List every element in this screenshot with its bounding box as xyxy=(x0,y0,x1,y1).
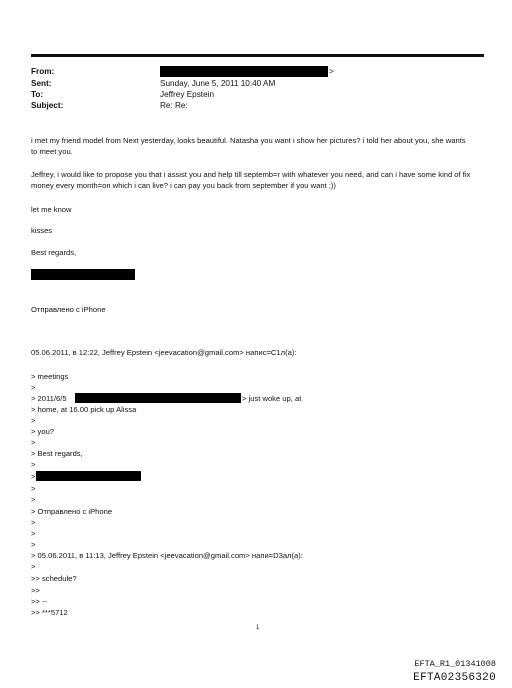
document-id-large: EFTA02356320 xyxy=(413,672,496,684)
quoted-line: > xyxy=(31,540,36,549)
quoted-line: > xyxy=(31,460,36,469)
quoted-line: > xyxy=(31,518,36,527)
page-number: 1 xyxy=(256,625,260,631)
quoted-line: > you? xyxy=(31,427,55,436)
quoted-line: > Отправлено с iPhone xyxy=(31,507,113,516)
sent-label: Sent: xyxy=(31,79,52,88)
quoted-line: >> schedule? xyxy=(31,574,77,583)
quoted-line: > 2011/6/5 xyxy=(31,394,67,403)
quoted-line: > xyxy=(31,484,36,493)
quoted-line: > home, at 16.00 pick up Alissa xyxy=(31,405,137,414)
quoted-line: > Best regards, xyxy=(31,449,83,458)
document-id-small: EFTA_R1_01341008 xyxy=(414,659,496,669)
sent-from-line: Отправлено с iPhone xyxy=(31,305,106,314)
quoted-line: > xyxy=(31,529,36,538)
quoted-line: > xyxy=(31,495,36,504)
redaction-quoted-email xyxy=(75,393,241,403)
header-rule xyxy=(31,54,484,57)
quoted-line: > 05.06.2011, в 11:13, Jeffrey Epstein <jeevacation@gmail.com> напи=D3ал(а): xyxy=(31,551,303,560)
to-label: To: xyxy=(31,90,44,99)
quoted-line: >> -- xyxy=(31,597,48,606)
quoted-line: > xyxy=(31,438,36,447)
subject-value: Re: Re: xyxy=(160,101,188,110)
quoted-line: >> ***5712 xyxy=(31,608,68,617)
redaction-signature xyxy=(31,269,135,280)
subject-label: Subject: xyxy=(31,101,64,110)
quoted-line: > xyxy=(31,472,36,481)
quote-header: 05.06.2011, в 12:22, Jeffrey Epstein <jeevacation@gmail.com> напис=С1л(а): xyxy=(31,348,297,357)
quoted-line: > xyxy=(31,562,36,571)
body-paragraph-1: i met my friend model from Next yesterday, looks beautiful. Natasha you want i show her pictures? i told her about you, she wants to meet you. xyxy=(31,136,468,156)
body-paragraph-4: kisses xyxy=(31,226,53,235)
body-paragraph-3: let me know xyxy=(31,205,72,214)
from-value: > xyxy=(329,67,334,76)
sent-value: Sunday, June 5, 2011 10:40 AM xyxy=(160,79,276,88)
redaction-from xyxy=(160,66,328,77)
body-signoff: Best regards, xyxy=(31,248,77,257)
quoted-line: > xyxy=(31,416,36,425)
body-paragraph-2: Jeffrey, i would like to propose you that i assist you and help till septemb=r with whatever you need, and can i have some kind of fix money every month=on which i can live? i can pay you back from september if you want ;)) xyxy=(31,170,473,190)
redaction-quoted-signature xyxy=(36,471,141,481)
quoted-line: > meetings xyxy=(31,372,69,381)
quoted-line: >> xyxy=(31,586,40,595)
quoted-line: > just woke up, at xyxy=(242,394,302,403)
quoted-line: > xyxy=(31,383,36,392)
from-label: From: xyxy=(31,67,55,76)
to-value: Jeffrey Epstein xyxy=(160,90,215,99)
